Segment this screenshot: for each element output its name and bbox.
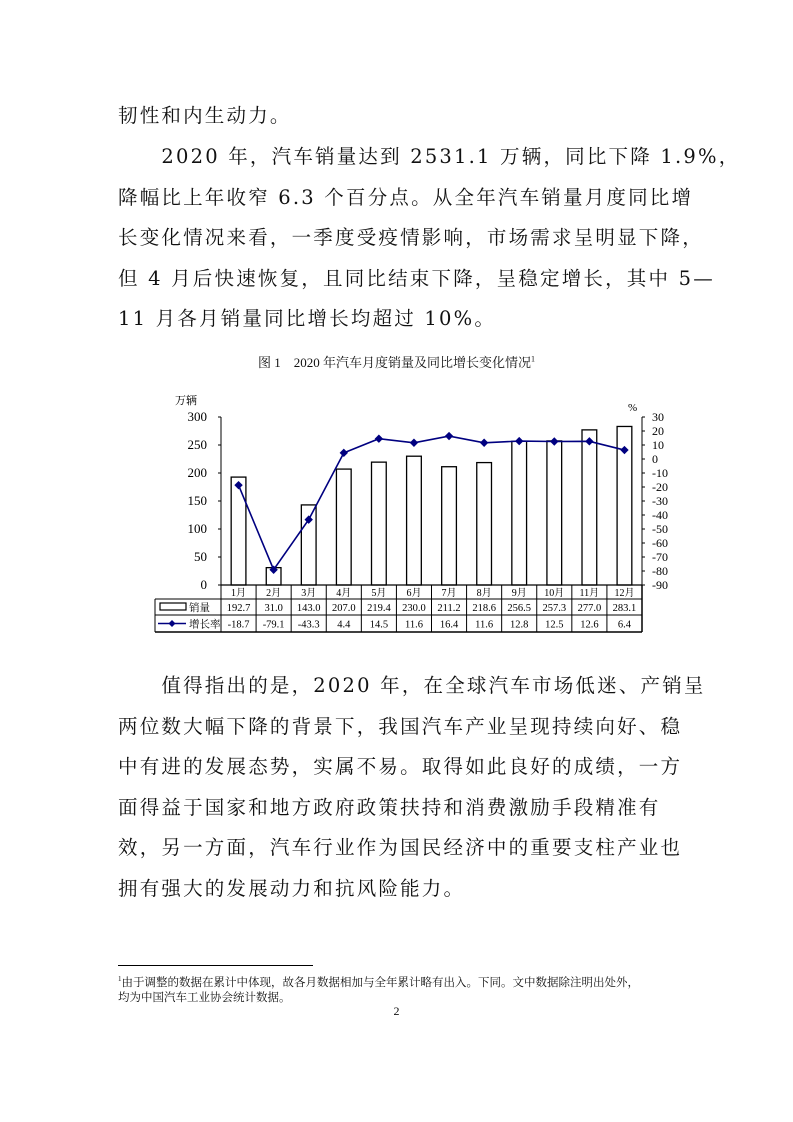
- growth-value: -43.3: [297, 619, 320, 631]
- left-tick-label: 200: [187, 465, 207, 480]
- growth-line: [239, 436, 625, 570]
- bar: [477, 463, 492, 585]
- legend-sales-label: 销量: [189, 603, 210, 614]
- left-tick-label: 300: [187, 409, 207, 424]
- bar: [336, 469, 351, 585]
- text-line: 效，另一方面，汽车行业作为国民经济中的重要支柱产业也: [118, 836, 683, 859]
- sales-value: 218.6: [472, 603, 496, 614]
- bar: [372, 462, 387, 585]
- growth-value: 4.4: [337, 619, 351, 631]
- month-label: 7月: [441, 588, 457, 599]
- growth-value: 6.4: [617, 619, 632, 631]
- sales-value: 219.4: [367, 603, 391, 614]
- month-label: 12月: [614, 588, 635, 599]
- month-label: 3月: [301, 588, 317, 599]
- right-tick-label: -50: [652, 522, 668, 536]
- text-line: 韧性和内生动力。: [118, 104, 292, 127]
- right-tick-label: 20: [652, 424, 664, 438]
- right-tick-label: -20: [652, 480, 668, 494]
- page-number: 2: [393, 1004, 400, 1018]
- footnote-text: 由于调整的数据在累计中体现，故各月数据相加与全年累计略有出入。下同。文中数据除注明出处外，: [121, 976, 639, 989]
- left-tick-label: 250: [187, 437, 207, 452]
- month-label: 4月: [336, 588, 352, 599]
- left-tick-label: 50: [194, 549, 207, 564]
- text-line: 两位数大幅下降的背景下，我国汽车产业呈现持续向好、稳: [118, 714, 683, 738]
- growth-value: 11.6: [475, 619, 494, 631]
- month-label: 9月: [511, 588, 527, 599]
- sales-value: 277.0: [577, 603, 602, 614]
- legend-bar-swatch: [160, 603, 186, 610]
- bar: [231, 477, 246, 585]
- text-line: 降幅比上年收窄 6.3 个百分点。从全年汽车销量月度同比增: [118, 185, 694, 209]
- sales-value: 257.3: [542, 603, 567, 614]
- sales-value: 207.0: [331, 603, 356, 614]
- right-axis-label: %: [628, 402, 638, 414]
- bar: [442, 467, 457, 585]
- left-axis-label: 万辆: [175, 395, 197, 407]
- legend-growth-label: 增长率: [189, 619, 221, 631]
- right-tick-label: -40: [652, 508, 668, 522]
- text-line: 11 月各月销量同比增长均超过 10%。: [118, 307, 497, 330]
- right-tick-label: 10: [652, 438, 664, 452]
- right-tick-label: -30: [652, 494, 668, 508]
- text-line: 拥有强大的发展动力和抗风险能力。: [118, 876, 466, 900]
- month-label: 11月: [579, 588, 600, 599]
- left-tick-label: 0: [200, 577, 207, 592]
- diamond-marker: [445, 432, 453, 440]
- month-label: 2月: [266, 588, 282, 599]
- text-line: 2020 年，汽车销量达到 2531.1 万辆，同比下降 1.9%，: [118, 145, 741, 168]
- footnote-divider: [118, 965, 313, 966]
- month-label: 8月: [476, 588, 492, 599]
- right-tick-label: -80: [652, 564, 668, 578]
- growth-value: 12.6: [580, 619, 599, 631]
- sales-value: 31.0: [264, 603, 283, 614]
- bar: [547, 441, 562, 585]
- text-line: 长变化情况来看，一季度受疫情影响，市场需求呈明显下降，: [118, 226, 704, 249]
- text-line: 面得益于国家和地方政府政策扶持和消费激励手段精准有: [118, 795, 661, 819]
- diamond-marker: [340, 449, 348, 457]
- growth-value: 11.6: [404, 619, 423, 631]
- right-tick-label: 30: [652, 410, 664, 424]
- diamond-marker: [480, 439, 488, 447]
- footnote-ref: 1: [531, 354, 535, 364]
- left-tick-label: 100: [187, 521, 207, 536]
- footnote-text-cont: 均为中国汽车工业协会统计数据。: [118, 991, 291, 1004]
- bar: [512, 441, 527, 585]
- figure-caption-text: 图 1 2020 年汽车月度销量及同比增长变化情况: [257, 355, 531, 370]
- right-tick-label: -60: [652, 536, 668, 550]
- sales-value: 192.7: [226, 603, 251, 614]
- month-label: 1月: [231, 588, 247, 599]
- growth-value: 12.8: [510, 619, 529, 631]
- month-label: 6月: [406, 588, 422, 599]
- sales-value: 256.5: [507, 603, 532, 614]
- left-tick-label: 150: [187, 493, 207, 508]
- right-tick-label: -70: [652, 550, 668, 564]
- sales-value: 211.2: [437, 603, 461, 614]
- text-line: 但 4 月后快速恢复，且同比结束下降，呈稳定增长，其中 5—: [118, 266, 715, 290]
- sales-value: 143.0: [296, 603, 321, 614]
- right-tick-label: -90: [652, 578, 668, 592]
- growth-value: 14.5: [369, 619, 389, 631]
- paragraph: [118, 666, 706, 909]
- growth-value: -18.7: [227, 619, 250, 631]
- growth-value: 16.4: [439, 619, 459, 631]
- bar: [582, 430, 597, 585]
- legend-diamond-icon: [169, 620, 176, 627]
- footnote-marker: 1: [118, 975, 122, 983]
- bar: [407, 456, 422, 585]
- text-line: 值得指出的是，2020 年，在全球汽车市场低迷、产销呈: [118, 674, 706, 697]
- diamond-marker: [410, 439, 418, 447]
- sales-value: 283.1: [612, 603, 637, 614]
- right-tick-label: -10: [652, 466, 668, 480]
- growth-value: 12.5: [545, 619, 564, 631]
- right-tick-label: 0: [652, 452, 658, 466]
- footnote: [118, 972, 678, 1006]
- month-label: 10月: [544, 588, 565, 599]
- sales-value: 230.0: [402, 603, 426, 614]
- text-line: 中有进的发展态势，实属不易。取得如此良好的成绩，一方: [118, 755, 683, 778]
- diamond-marker: [375, 435, 383, 443]
- growth-value: -79.1: [262, 619, 285, 631]
- month-label: 5月: [371, 588, 387, 599]
